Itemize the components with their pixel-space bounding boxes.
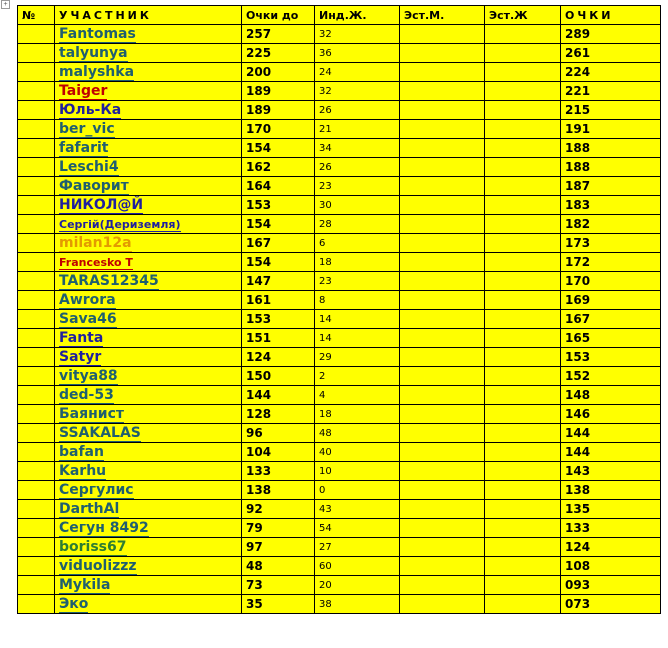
- points-cell: 215: [561, 101, 661, 120]
- points-cell: 108: [561, 557, 661, 576]
- participant-name: [55, 367, 242, 386]
- rank-cell: [18, 310, 55, 329]
- table-row: [18, 158, 661, 177]
- points-before-cell: 161: [242, 291, 315, 310]
- participant-name-text: viduolizzz: [59, 558, 137, 574]
- est-m-cell: [400, 557, 485, 576]
- points-cell: 169: [561, 291, 661, 310]
- est-w-cell: [485, 177, 561, 196]
- rank-cell: [18, 329, 55, 348]
- rank-cell: [18, 44, 55, 63]
- ind-w-cell: 24: [315, 63, 400, 82]
- est-w-cell: [485, 234, 561, 253]
- est-w-cell: [485, 424, 561, 443]
- est-m-cell: [400, 405, 485, 424]
- points-cell: 093: [561, 576, 661, 595]
- points-cell: 148: [561, 386, 661, 405]
- est-w-cell: [485, 253, 561, 272]
- header-points: ОЧКИ: [561, 6, 661, 25]
- ind-w-cell: 38: [315, 595, 400, 614]
- ind-w-cell: 48: [315, 424, 400, 443]
- ind-w-cell: 26: [315, 158, 400, 177]
- participant-name: [55, 481, 242, 500]
- points-before-cell: 151: [242, 329, 315, 348]
- est-m-cell: [400, 367, 485, 386]
- points-before-cell: 200: [242, 63, 315, 82]
- ind-w-cell: 54: [315, 519, 400, 538]
- ind-w-cell: 14: [315, 310, 400, 329]
- participant-name: [55, 443, 242, 462]
- ind-w-cell: 0: [315, 481, 400, 500]
- participant-name: [55, 462, 242, 481]
- participant-name: [55, 519, 242, 538]
- est-w-cell: [485, 538, 561, 557]
- est-w-cell: [485, 386, 561, 405]
- participant-name: [55, 177, 242, 196]
- points-cell: 170: [561, 272, 661, 291]
- points-before-cell: 162: [242, 158, 315, 177]
- points-before-cell: 189: [242, 101, 315, 120]
- participant-name: [55, 101, 242, 120]
- participant-name-text: boriss67: [59, 539, 127, 555]
- est-m-cell: [400, 177, 485, 196]
- participant-name: [55, 215, 242, 234]
- participant-name-text: DarthAl: [59, 501, 120, 517]
- participant-name: [55, 538, 242, 557]
- rank-cell: [18, 196, 55, 215]
- est-w-cell: [485, 519, 561, 538]
- participant-name-text: Awrora: [59, 292, 116, 308]
- participant-name-text: Фаворит: [59, 178, 129, 194]
- points-cell: 144: [561, 424, 661, 443]
- est-m-cell: [400, 253, 485, 272]
- ind-w-cell: 40: [315, 443, 400, 462]
- participant-name-text: Эко: [59, 596, 89, 612]
- participant-name-text: Баянист: [59, 406, 125, 422]
- points-cell: 172: [561, 253, 661, 272]
- ind-w-cell: 36: [315, 44, 400, 63]
- est-w-cell: [485, 25, 561, 44]
- participant-name-text: vitya88: [59, 368, 118, 384]
- est-w-cell: [485, 139, 561, 158]
- ind-w-cell: 21: [315, 120, 400, 139]
- points-cell: 191: [561, 120, 661, 139]
- participant-name-text: Karhu: [59, 463, 107, 479]
- table-row: [18, 576, 661, 595]
- points-cell: 153: [561, 348, 661, 367]
- participant-name-text: Francesko T: [59, 255, 133, 269]
- participant-name: [55, 576, 242, 595]
- points-before-cell: 154: [242, 139, 315, 158]
- participant-name: [55, 139, 242, 158]
- points-cell: 144: [561, 443, 661, 462]
- rank-cell: [18, 253, 55, 272]
- points-cell: 221: [561, 82, 661, 101]
- rank-cell: [18, 405, 55, 424]
- participant-name: [55, 120, 242, 139]
- est-m-cell: [400, 25, 485, 44]
- est-w-cell: [485, 196, 561, 215]
- est-w-cell: [485, 481, 561, 500]
- header-est-w: Эст.Ж: [485, 6, 561, 25]
- table-row: [18, 253, 661, 272]
- est-w-cell: [485, 101, 561, 120]
- participant-name-text: milan12a: [59, 235, 132, 251]
- participant-name-text: Юль-Ка: [59, 102, 122, 118]
- points-before-cell: 153: [242, 310, 315, 329]
- est-m-cell: [400, 595, 485, 614]
- rank-cell: [18, 272, 55, 291]
- points-cell: 146: [561, 405, 661, 424]
- est-m-cell: [400, 101, 485, 120]
- table-row: [18, 348, 661, 367]
- points-cell: 124: [561, 538, 661, 557]
- points-cell: 187: [561, 177, 661, 196]
- table-row: [18, 120, 661, 139]
- table-row: [18, 519, 661, 538]
- ind-w-cell: 32: [315, 82, 400, 101]
- rank-cell: [18, 348, 55, 367]
- participant-name: [55, 272, 242, 291]
- est-m-cell: [400, 481, 485, 500]
- ind-w-cell: 6: [315, 234, 400, 253]
- est-m-cell: [400, 272, 485, 291]
- table-row: [18, 538, 661, 557]
- ind-w-cell: 14: [315, 329, 400, 348]
- points-cell: 182: [561, 215, 661, 234]
- rank-cell: [18, 158, 55, 177]
- table-row: [18, 462, 661, 481]
- participant-name: [55, 500, 242, 519]
- participant-name: [55, 44, 242, 63]
- est-m-cell: [400, 386, 485, 405]
- est-m-cell: [400, 310, 485, 329]
- table-row: [18, 310, 661, 329]
- header-num: №: [18, 6, 55, 25]
- est-w-cell: [485, 595, 561, 614]
- ind-w-cell: 27: [315, 538, 400, 557]
- est-m-cell: [400, 291, 485, 310]
- participant-name: [55, 82, 242, 101]
- points-before-cell: 35: [242, 595, 315, 614]
- participant-name-text: TARAS12345: [59, 273, 159, 289]
- participant-name-text: НИКОЛ@Й: [59, 197, 144, 213]
- est-w-cell: [485, 557, 561, 576]
- participant-name: [55, 424, 242, 443]
- participant-name: [55, 234, 242, 253]
- participant-name-text: Satyr: [59, 349, 102, 365]
- rank-cell: [18, 424, 55, 443]
- ind-w-cell: 4: [315, 386, 400, 405]
- ind-w-cell: 28: [315, 215, 400, 234]
- ind-w-cell: 10: [315, 462, 400, 481]
- est-m-cell: [400, 139, 485, 158]
- rank-cell: [18, 386, 55, 405]
- table-row: [18, 82, 661, 101]
- participant-name: [55, 348, 242, 367]
- points-before-cell: 164: [242, 177, 315, 196]
- ind-w-cell: 2: [315, 367, 400, 386]
- rank-cell: [18, 367, 55, 386]
- participant-name-text: Leschi4: [59, 159, 119, 175]
- rank-cell: [18, 462, 55, 481]
- table-row: [18, 139, 661, 158]
- participant-name: [55, 63, 242, 82]
- header-ind-w: Инд.Ж.: [315, 6, 400, 25]
- rank-cell: [18, 595, 55, 614]
- est-m-cell: [400, 443, 485, 462]
- est-w-cell: [485, 405, 561, 424]
- rank-cell: [18, 443, 55, 462]
- table-move-handle-icon[interactable]: +: [1, 0, 10, 9]
- est-w-cell: [485, 215, 561, 234]
- ind-w-cell: 18: [315, 405, 400, 424]
- est-w-cell: [485, 348, 561, 367]
- rank-cell: [18, 557, 55, 576]
- points-cell: 138: [561, 481, 661, 500]
- points-cell: 224: [561, 63, 661, 82]
- rank-cell: [18, 538, 55, 557]
- participant-name-text: Mykila: [59, 577, 111, 593]
- participant-name: [55, 25, 242, 44]
- participant-name: [55, 329, 242, 348]
- table-row: [18, 101, 661, 120]
- points-before-cell: 153: [242, 196, 315, 215]
- rank-cell: [18, 234, 55, 253]
- ind-w-cell: 18: [315, 253, 400, 272]
- participant-name-text: fafarit: [59, 140, 109, 156]
- est-m-cell: [400, 158, 485, 177]
- ind-w-cell: 29: [315, 348, 400, 367]
- ind-w-cell: 32: [315, 25, 400, 44]
- est-m-cell: [400, 234, 485, 253]
- table-row: [18, 405, 661, 424]
- points-before-cell: 144: [242, 386, 315, 405]
- table-row: [18, 25, 661, 44]
- rank-cell: [18, 215, 55, 234]
- table-row: [18, 329, 661, 348]
- est-m-cell: [400, 424, 485, 443]
- points-before-cell: 128: [242, 405, 315, 424]
- ind-w-cell: 30: [315, 196, 400, 215]
- table-row: [18, 272, 661, 291]
- points-before-cell: 124: [242, 348, 315, 367]
- participant-name-text: Fanta: [59, 330, 104, 346]
- est-m-cell: [400, 329, 485, 348]
- points-before-cell: 79: [242, 519, 315, 538]
- header-est-m: Эст.М.: [400, 6, 485, 25]
- participant-name-text: malyshka: [59, 64, 135, 80]
- header-participant: УЧАСТНИК: [55, 6, 242, 25]
- participant-name-text: ber_vic: [59, 121, 115, 137]
- rank-cell: [18, 25, 55, 44]
- points-before-cell: 92: [242, 500, 315, 519]
- points-cell: 261: [561, 44, 661, 63]
- ind-w-cell: 60: [315, 557, 400, 576]
- participant-name-text: SSAKALAS: [59, 425, 141, 441]
- participant-name-text: talyunya: [59, 45, 128, 61]
- points-before-cell: 147: [242, 272, 315, 291]
- points-before-cell: 97: [242, 538, 315, 557]
- est-w-cell: [485, 63, 561, 82]
- points-before-cell: 133: [242, 462, 315, 481]
- points-before-cell: 150: [242, 367, 315, 386]
- est-w-cell: [485, 44, 561, 63]
- est-m-cell: [400, 576, 485, 595]
- points-cell: 152: [561, 367, 661, 386]
- points-before-cell: 154: [242, 253, 315, 272]
- participant-name: [55, 196, 242, 215]
- est-m-cell: [400, 63, 485, 82]
- table-row: [18, 443, 661, 462]
- est-w-cell: [485, 158, 561, 177]
- points-before-cell: 167: [242, 234, 315, 253]
- est-m-cell: [400, 120, 485, 139]
- ind-w-cell: 34: [315, 139, 400, 158]
- rank-cell: [18, 139, 55, 158]
- participant-name: [55, 557, 242, 576]
- table-row: [18, 386, 661, 405]
- table-row: [18, 500, 661, 519]
- est-w-cell: [485, 329, 561, 348]
- points-before-cell: 170: [242, 120, 315, 139]
- participant-name: [55, 386, 242, 405]
- est-m-cell: [400, 348, 485, 367]
- table-row: [18, 291, 661, 310]
- rank-cell: [18, 177, 55, 196]
- rank-cell: [18, 519, 55, 538]
- participant-name: [55, 291, 242, 310]
- points-before-cell: 225: [242, 44, 315, 63]
- points-cell: 289: [561, 25, 661, 44]
- points-cell: 133: [561, 519, 661, 538]
- ind-w-cell: 8: [315, 291, 400, 310]
- est-m-cell: [400, 500, 485, 519]
- est-m-cell: [400, 82, 485, 101]
- est-m-cell: [400, 215, 485, 234]
- participant-name-text: bafan: [59, 444, 104, 460]
- table-row: [18, 481, 661, 500]
- participant-name: [55, 405, 242, 424]
- rank-cell: [18, 291, 55, 310]
- table-row: [18, 63, 661, 82]
- est-w-cell: [485, 367, 561, 386]
- est-w-cell: [485, 272, 561, 291]
- points-cell: 073: [561, 595, 661, 614]
- est-w-cell: [485, 462, 561, 481]
- est-w-cell: [485, 120, 561, 139]
- table-row: [18, 424, 661, 443]
- header-row: [18, 6, 661, 25]
- points-before-cell: 154: [242, 215, 315, 234]
- est-m-cell: [400, 196, 485, 215]
- points-cell: 143: [561, 462, 661, 481]
- ind-w-cell: 26: [315, 101, 400, 120]
- table-row: [18, 177, 661, 196]
- header-points-before: Очки до: [242, 6, 315, 25]
- points-cell: 167: [561, 310, 661, 329]
- table-row: [18, 196, 661, 215]
- participant-name-text: Сергулис: [59, 482, 134, 498]
- ind-w-cell: 20: [315, 576, 400, 595]
- est-w-cell: [485, 291, 561, 310]
- rank-cell: [18, 63, 55, 82]
- est-m-cell: [400, 44, 485, 63]
- participant-name: [55, 253, 242, 272]
- points-cell: 183: [561, 196, 661, 215]
- rank-cell: [18, 82, 55, 101]
- points-before-cell: 138: [242, 481, 315, 500]
- participant-name-text: Сергій(Дериземля): [59, 217, 181, 231]
- participant-name: [55, 310, 242, 329]
- est-m-cell: [400, 519, 485, 538]
- est-w-cell: [485, 82, 561, 101]
- est-w-cell: [485, 443, 561, 462]
- points-before-cell: 73: [242, 576, 315, 595]
- points-cell: 188: [561, 158, 661, 177]
- leaderboard-table: [17, 5, 661, 614]
- points-before-cell: 104: [242, 443, 315, 462]
- table-row: [18, 595, 661, 614]
- points-before-cell: 96: [242, 424, 315, 443]
- points-before-cell: 48: [242, 557, 315, 576]
- ind-w-cell: 43: [315, 500, 400, 519]
- points-cell: 165: [561, 329, 661, 348]
- participant-name: [55, 158, 242, 177]
- table-row: [18, 215, 661, 234]
- points-cell: 173: [561, 234, 661, 253]
- points-cell: 135: [561, 500, 661, 519]
- rank-cell: [18, 120, 55, 139]
- est-w-cell: [485, 576, 561, 595]
- ind-w-cell: 23: [315, 177, 400, 196]
- rank-cell: [18, 481, 55, 500]
- table-row: [18, 234, 661, 253]
- table-row: [18, 44, 661, 63]
- table-row: [18, 557, 661, 576]
- est-m-cell: [400, 538, 485, 557]
- rank-cell: [18, 500, 55, 519]
- participant-name-text: Taiger: [59, 83, 108, 99]
- rank-cell: [18, 576, 55, 595]
- table-row: [18, 367, 661, 386]
- est-m-cell: [400, 462, 485, 481]
- participant-name: [55, 595, 242, 614]
- participant-name-text: Сегун 8492: [59, 520, 149, 536]
- points-before-cell: 257: [242, 25, 315, 44]
- est-w-cell: [485, 500, 561, 519]
- participant-name-text: Sava46: [59, 311, 117, 327]
- ind-w-cell: 23: [315, 272, 400, 291]
- participant-name-text: ded-53: [59, 387, 114, 403]
- points-cell: 188: [561, 139, 661, 158]
- participant-name-text: Fantomas: [59, 26, 136, 42]
- rank-cell: [18, 101, 55, 120]
- est-w-cell: [485, 310, 561, 329]
- points-before-cell: 189: [242, 82, 315, 101]
